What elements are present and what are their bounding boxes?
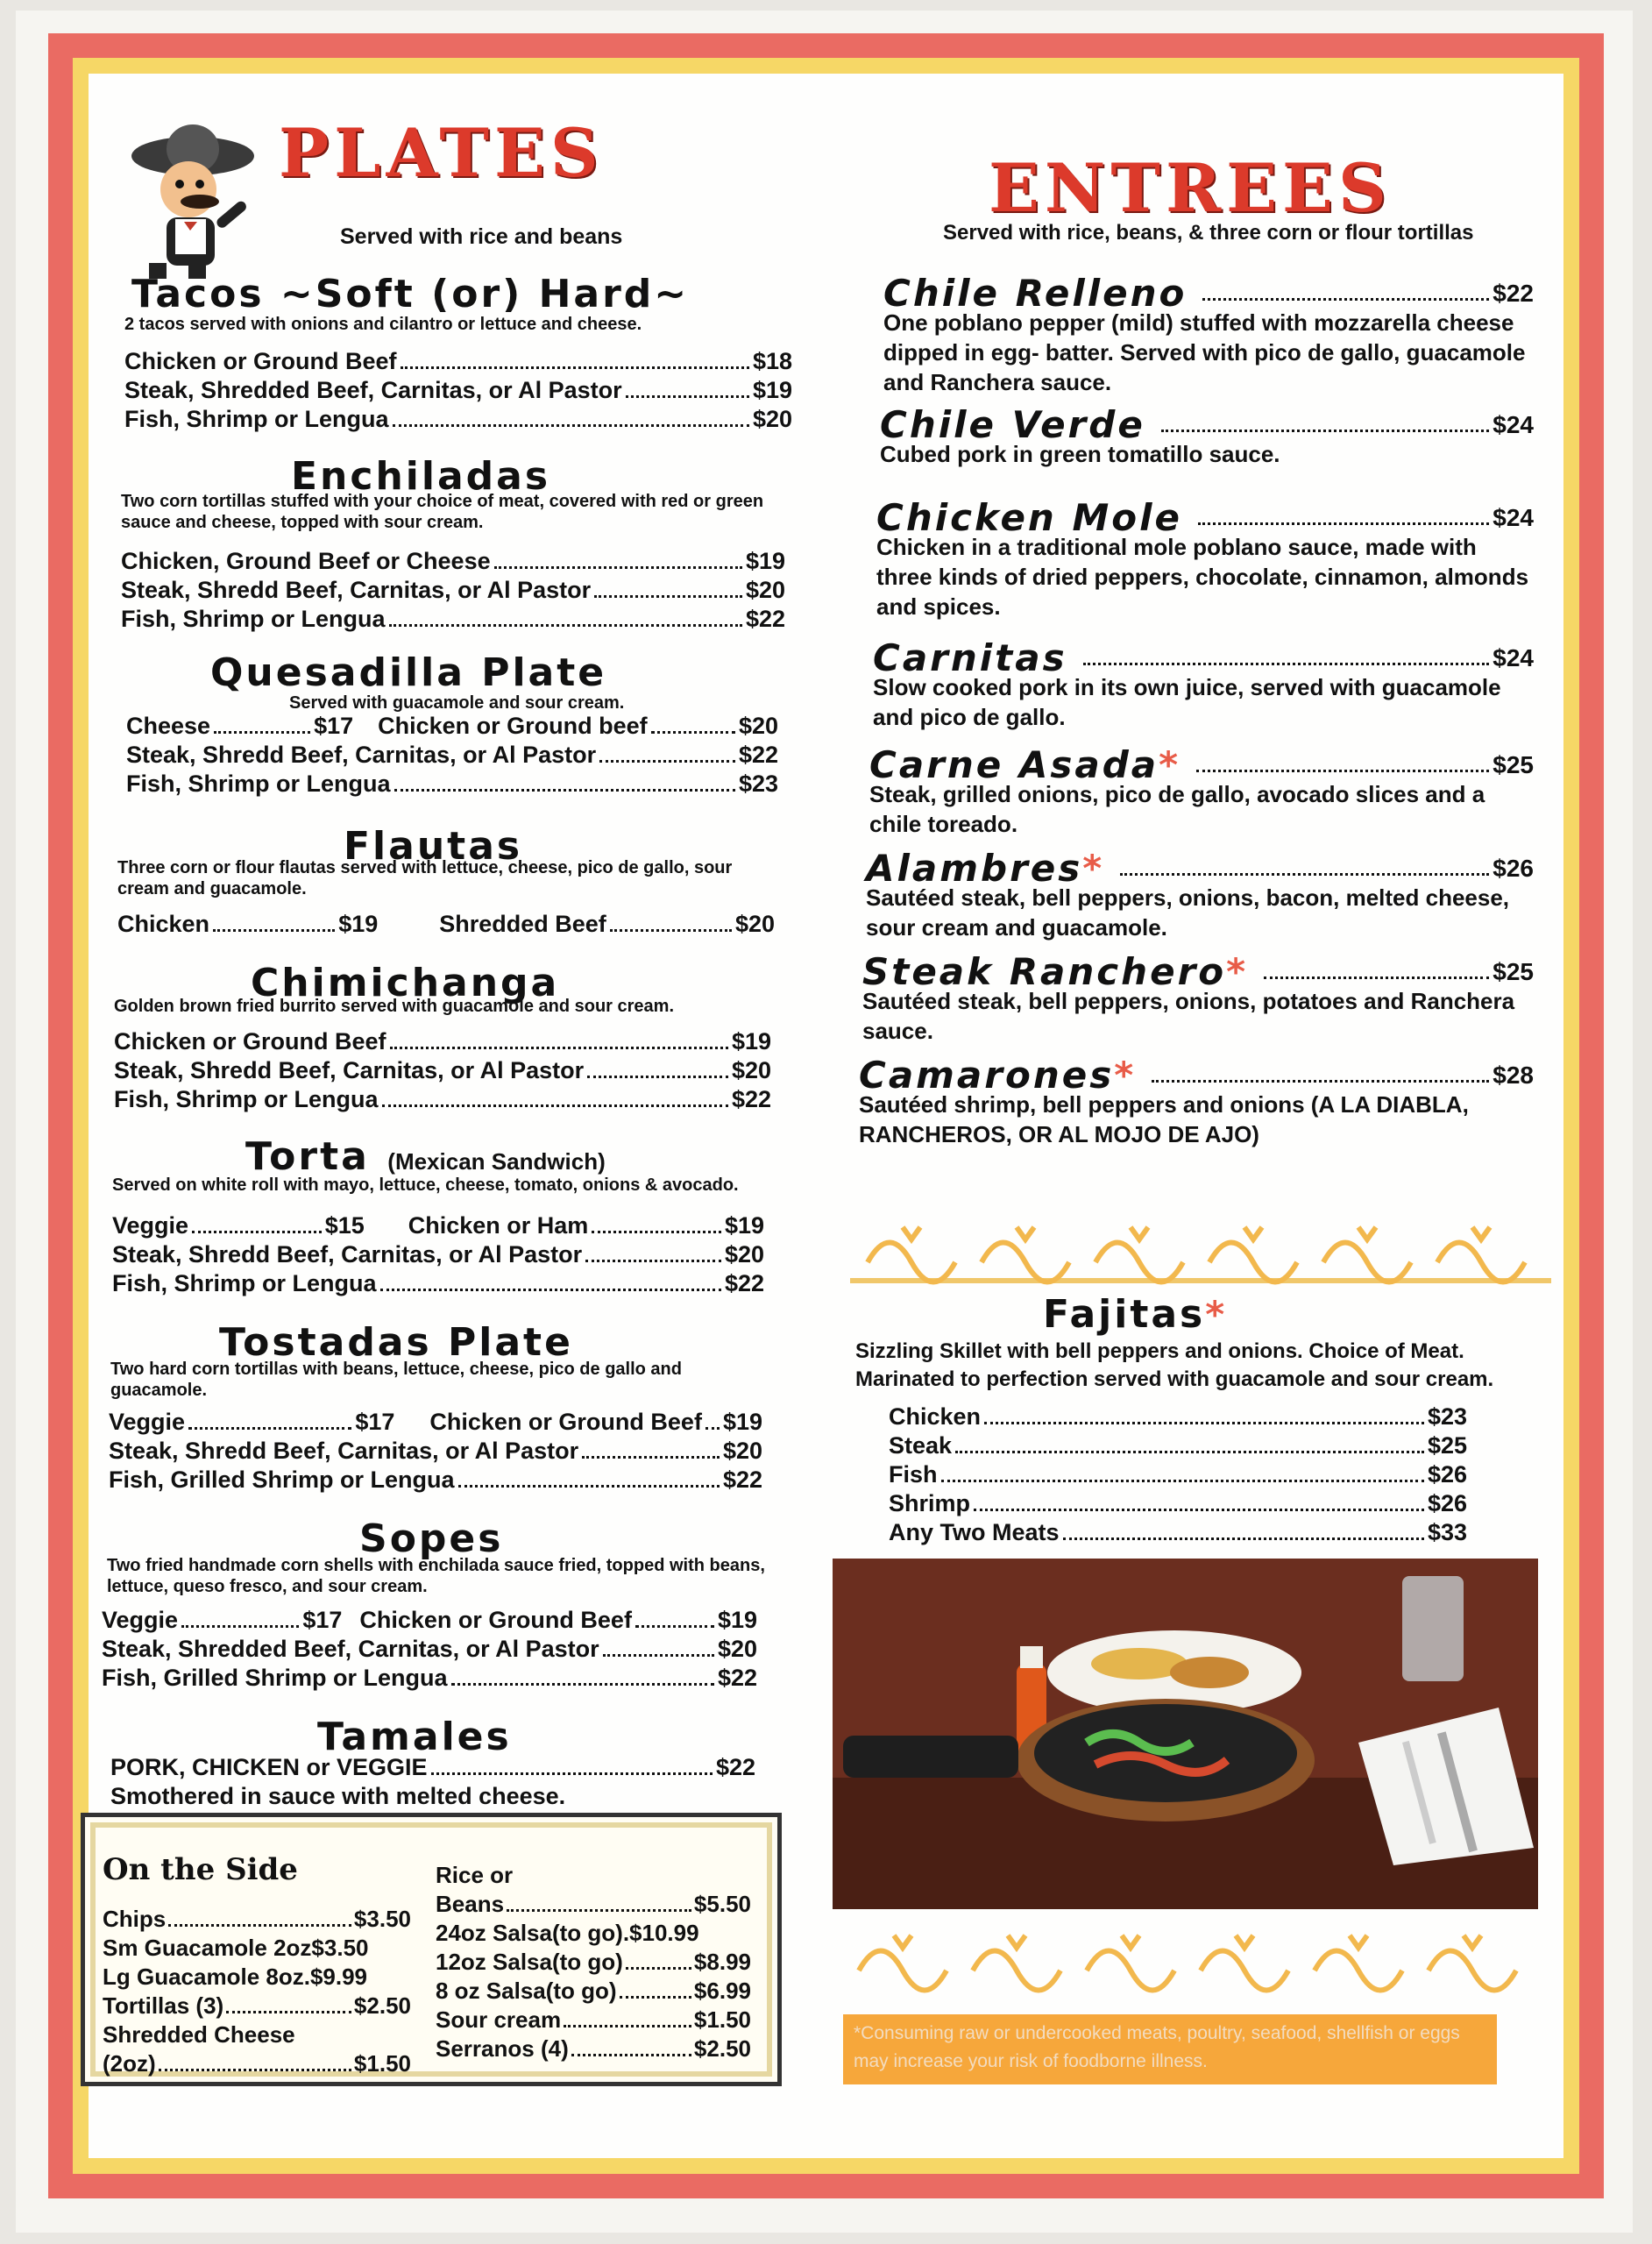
entree-price: $26 (1492, 855, 1534, 882)
price-row: Steak, Shredded Beef, Carnitas, or Al Pastor $20 (102, 1636, 757, 1662)
side-row: Lg Guacamole 8oz. $9.99 (103, 1964, 368, 1990)
entree-star: * (1226, 950, 1249, 993)
price-row: Steak, Shredd Beef, Carnitas, or Al Pastor $20 (109, 1438, 762, 1464)
price-row: Veggie $15 Chicken or Ham $19 (112, 1212, 765, 1239)
flautas-title: Flautas (344, 824, 523, 869)
tostadas-title: Tostadas Plate (219, 1320, 573, 1365)
flautas-prices (117, 910, 775, 939)
side-row: Serranos (4) $2.50 (436, 2035, 751, 2062)
price-row: Steak $25 (889, 1432, 1467, 1459)
tamales-title: Tamales (317, 1715, 512, 1759)
price-row: Fish, Shrimp or Lengua $22 (112, 1270, 764, 1296)
entree-price: $25 (1492, 751, 1534, 778)
price-row: Veggie $17 Chicken or Ground Beef $19 (109, 1409, 762, 1435)
entree-name: Chile Verde (880, 403, 1145, 446)
tostadas-desc: Two hard corn tortillas with beans, lettuce, cheese, pico de gallo and guacamole. (110, 1360, 682, 1400)
fajitas-star: * (1205, 1293, 1228, 1336)
entree-title-row (869, 743, 1534, 786)
entree-name: Camarones (859, 1054, 1115, 1097)
price-row: Steak, Shredd Beef, Carnitas, or Al Pastor $22 (126, 742, 778, 768)
ornament-band-bottom (841, 1918, 1542, 1997)
chimichanga-desc: Golden brown fried burrito served with guacamole and sour cream. (114, 997, 675, 1016)
mascot-icon (123, 121, 263, 279)
price-row: Chicken or Ground Beef $19 (114, 1028, 771, 1055)
price-row: Fish, Shrimp or Lengua $23 (126, 770, 778, 797)
enchiladas-title: Enchiladas (291, 454, 551, 499)
enchiladas-desc: Two corn tortillas stuffed with your choice of meat, covered with red or green sauce and cheese, topped with sour cream. (121, 492, 764, 532)
side-row: Sour cream $1.50 (436, 2006, 751, 2033)
torta-desc: Served on white roll with mayo, lettuce, cheese, tomato, onions & avocado. (112, 1175, 739, 1195)
on-the-side-box (81, 1813, 782, 2086)
chimichanga-prices (114, 1027, 771, 1114)
entree-name: Alambres (866, 847, 1083, 890)
price-row: PORK, CHICKEN or VEGGIE $22 (110, 1754, 755, 1780)
price-row: Fish $26 (889, 1461, 1467, 1488)
price-row: Cheese $17 Chicken or Ground beef $20 (126, 713, 778, 739)
entree-desc: Sautéed shrimp, bell peppers and onions (A LA DIABLA, RANCHEROS, OR AL MOJO DE AJO) (859, 1091, 1469, 1147)
entree-name: Carnitas (873, 636, 1067, 679)
side-row: Rice or (436, 1862, 514, 1888)
entree-title-row (880, 403, 1534, 446)
fajitas-title: Fajitas (1043, 1292, 1206, 1337)
entree-desc: Chicken in a traditional mole poblano sauce, made with three kinds of dried peppers, chocolate, cinnamon, almonds and spices. (876, 534, 1529, 620)
side-row: 12oz Salsa(to go) $8.99 (436, 1949, 751, 1975)
entree-title-row (883, 272, 1534, 315)
entree-item (876, 496, 1534, 621)
price-row: Fish, Shrimp or Lengua $22 (114, 1086, 771, 1112)
side-row: 8 oz Salsa(to go) $6.99 (436, 1978, 751, 2004)
entree-item (859, 1054, 1534, 1149)
flautas-desc: Three corn or flour flautas served with lettuce, cheese, pico de gallo, sour cream and guacamole. (117, 858, 733, 898)
entree-price: $25 (1492, 958, 1534, 985)
price-row: Steak, Shredded Beef, Carnitas, or Al Pastor $19 (124, 377, 792, 403)
quesadilla-title: Quesadilla Plate (210, 650, 607, 695)
side-row: 24oz Salsa(to go). $10.99 (436, 1920, 699, 1946)
chimichanga-title: Chimichanga (251, 961, 560, 1005)
price-row: Steak, Shredd Beef, Carnitas, or Al Pastor $20 (112, 1241, 764, 1268)
tamales-note: Smothered in sauce with melted cheese. (110, 1783, 566, 1809)
entree-star: * (1114, 1054, 1137, 1097)
entree-name: Chicken Mole (876, 496, 1182, 539)
entree-name: Steak Ranchero (862, 950, 1227, 993)
entree-desc: Cubed pork in green tomatillo sauce. (880, 441, 1280, 467)
sopes-title: Sopes (359, 1516, 504, 1561)
quesadilla-desc: Served with guacamole and sour cream. (289, 693, 625, 713)
quesadilla-prices (126, 712, 778, 799)
ornament-band-top (850, 1210, 1551, 1289)
entree-item (862, 950, 1534, 1046)
plates-heading: PLATES (279, 114, 604, 192)
entree-price: $24 (1492, 411, 1534, 438)
entree-desc: One poblano pepper (mild) stuffed with mozzarella cheese dipped in egg- batter. Served with pico de gallo, guacamole and Ranchera sauce. (883, 309, 1526, 395)
fajitas-photo (833, 1559, 1538, 1909)
entrees-subheading: Served with rice, beans, & three corn or flour tortillas (943, 221, 1474, 245)
tostadas-prices (109, 1408, 762, 1495)
tamales-prices (110, 1753, 755, 1811)
entree-desc: Sautéed steak, bell peppers, onions, bacon, melted cheese, sour cream and guacamole. (866, 884, 1510, 941)
enchiladas-prices (121, 547, 785, 634)
side-row: Shredded Cheese (103, 2021, 295, 2048)
food-safety-warning: *Consuming raw or undercooked meats, poultry, seafood, shellfish or eggs may increase your risk of foodborne illness. (843, 2014, 1497, 2084)
torta-title: Torta (245, 1134, 370, 1179)
entree-name: Chile Relleno (883, 272, 1188, 315)
entree-name: Carne Asada (869, 743, 1159, 786)
torta-note: (Mexican Sandwich) (387, 1148, 606, 1175)
side-left-list (103, 1905, 411, 2078)
price-row: Chicken $19 Shredded Beef $20 (117, 911, 775, 937)
fajitas-desc: Sizzling Skillet with bell peppers and onions. Choice of Meat. Marinated to perfection served with guacamole and sour cream. (855, 1339, 1494, 1391)
price-row: Chicken or Ground Beef $18 (124, 348, 792, 374)
side-row: Tortillas (3) $2.50 (103, 1992, 411, 2019)
tacos-prices (124, 347, 792, 434)
fajitas-heading (1043, 1292, 1227, 1337)
side-row: Beans $5.50 (436, 1891, 751, 1917)
entree-star: * (1159, 743, 1181, 786)
entrees-heading: ENTREES (989, 149, 1392, 227)
plates-subheading: Served with rice and beans (340, 224, 623, 249)
side-row: Sm Guacamole 2oz $3.50 (103, 1935, 369, 1961)
side-row: (2oz) $1.50 (103, 2050, 411, 2077)
torta-prices (112, 1211, 764, 1298)
entree-desc: Slow cooked pork in its own juice, served with guacamole and pico de gallo. (873, 674, 1501, 730)
side-right-list (436, 1861, 751, 2063)
entree-item (873, 636, 1534, 732)
entree-item (880, 403, 1534, 469)
price-row: Steak, Shredd Beef, Carnitas, or Al Pastor $20 (114, 1057, 771, 1083)
price-row: Fish, Shrimp or Lengua $20 (124, 406, 792, 432)
price-row: Any Two Meats $33 (889, 1519, 1467, 1545)
entree-price: $28 (1492, 1062, 1534, 1089)
price-row: Chicken $23 (889, 1403, 1467, 1430)
entree-price: $24 (1492, 644, 1534, 671)
entree-item (869, 743, 1534, 839)
side-row: Chips $3.50 (103, 1906, 411, 1932)
entree-title-row (859, 1054, 1534, 1097)
sopes-prices (102, 1606, 757, 1693)
entree-star: * (1082, 847, 1105, 890)
entree-price: $22 (1492, 280, 1534, 307)
price-row: Shrimp $26 (889, 1490, 1467, 1516)
tacos-desc: 2 tacos served with onions and cilantro or lettuce and cheese. (124, 315, 642, 334)
entree-title-row (873, 636, 1534, 679)
tacos-title: Tacos ~Soft (or) Hard~ (131, 272, 690, 316)
entree-desc: Steak, grilled onions, pico de gallo, avocado slices and a chile toreado. (869, 781, 1485, 837)
entree-item (866, 847, 1534, 942)
entree-title-row (866, 847, 1534, 890)
price-row: Fish, Grilled Shrimp or Lengua $22 (109, 1466, 762, 1493)
torta-heading (245, 1134, 606, 1179)
fajitas-photo-art (833, 1559, 1538, 1909)
entree-desc: Sautéed steak, bell peppers, onions, potatoes and Ranchera sauce. (862, 988, 1515, 1044)
fajitas-prices (889, 1402, 1467, 1547)
entree-price: $24 (1492, 504, 1534, 531)
price-row: Chicken, Ground Beef or Cheese $19 (121, 548, 785, 574)
entree-title-row (862, 950, 1534, 993)
price-row: Fish, Grilled Shrimp or Lengua $22 (102, 1665, 757, 1691)
price-row: Veggie $17 Chicken or Ground Beef $19 (102, 1607, 757, 1633)
price-row: Fish, Shrimp or Lengua $22 (121, 606, 785, 632)
entree-title-row (876, 496, 1534, 539)
side-title: On the Side (103, 1852, 298, 1887)
entree-item (883, 272, 1534, 397)
sopes-desc: Two fried handmade corn shells with enchilada sauce fried, topped with beans, lettuce, queso fresco, and sour cream. (107, 1556, 765, 1596)
price-row: Steak, Shredd Beef, Carnitas, or Al Pastor $20 (121, 577, 785, 603)
